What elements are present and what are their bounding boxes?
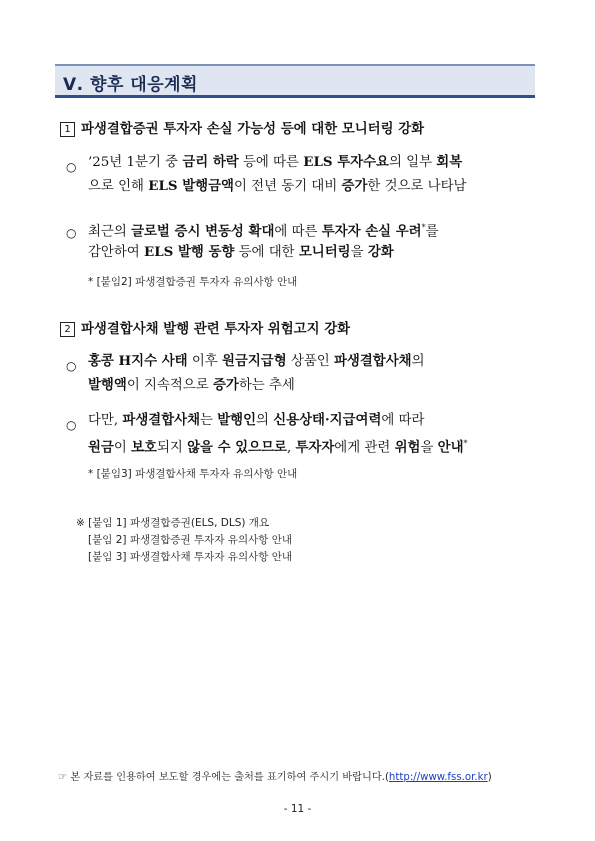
subsection-2-heading	[60, 318, 350, 337]
footnote: * [붙임3] 파생결합사채 투자자 유의사항 안내	[88, 468, 298, 480]
page-number: - 11 -	[283, 803, 312, 815]
bullet-line: 으로 인해 ELS 발행금액이 전년 동기 대비 증가한 것으로 나타남	[88, 178, 467, 194]
circle-bullet-icon: ○	[66, 359, 77, 373]
bullet-item	[66, 150, 541, 198]
bullet-line: 다만, 파생결합사채는 발행인의 신용상태·지급여력에 따라	[88, 412, 425, 428]
attachment-item: [붙임 3] 파생결합사채 투자자 유의사항 안내	[88, 551, 292, 563]
subsection-number-box: 2	[60, 322, 75, 337]
bullet-line: 원금이 보호되지 않을 수 있으므로, 투자자에게 관련 위험을 안내*	[88, 439, 468, 456]
subsection-1-heading	[60, 118, 424, 137]
footnote: * [붙임2] 파생결합증권 투자자 유의사항 안내	[88, 276, 298, 288]
subsection-title: 파생결합사채 발행 관련 투자자 위험고지 강화	[81, 322, 351, 337]
attachment-item: [붙임 2] 파생결합증권 투자자 유의사항 안내	[88, 534, 292, 546]
circle-bullet-icon: ○	[66, 418, 77, 432]
bullet-line: 홍콩 H지수 사태 이후 원금지급형 상품인 파생결합사채의	[88, 353, 425, 369]
bullet-line: ’25년 1분기 중 금리 하락 등에 따른 ELS 투자수요의 일부 회복	[88, 154, 463, 170]
subsection-title: 파생결합증권 투자자 손실 가능성 등에 대한 모니터링 강화	[81, 122, 425, 137]
attachment-item: ※ [붙임 1] 파생결합증권(ELS, DLS) 개요	[76, 517, 270, 529]
bullet-line: 발행액이 지속적으로 증가하는 추세	[88, 377, 295, 393]
bullet-line: 감안하여 ELS 발행 동향 등에 대한 모니터링을 강화	[88, 244, 394, 260]
circle-bullet-icon: ○	[66, 160, 77, 174]
circle-bullet-icon: ○	[66, 226, 77, 240]
header-top-rule	[55, 64, 535, 66]
bullet-line: 최근의 글로벌 증시 변동성 확대에 따른 투자자 손실 우려*를	[88, 223, 439, 240]
citation-notice: ☞ 본 자료를 인용하여 보도할 경우에는 출처를 표기하여 주시기 바랍니다.(http://www.fss.or.kr)	[58, 772, 492, 783]
website-link[interactable]: http://www.fss.or.kr	[388, 772, 488, 783]
section-title: Ⅴ. 향후 대응계획	[63, 75, 198, 95]
subsection-number-box: 1	[60, 122, 75, 137]
bullet-item	[66, 408, 541, 456]
bullet-item	[66, 216, 541, 264]
bullet-item	[66, 349, 541, 397]
citation-text: 본 자료를 인용하여 보도할 경우에는 출처를 표기하여 주시기 바랍니다.	[70, 772, 385, 783]
section-header	[55, 64, 535, 98]
attachment-list	[76, 515, 292, 566]
reference-mark: ※	[76, 517, 85, 529]
pointing-hand-icon: ☞	[58, 772, 68, 783]
